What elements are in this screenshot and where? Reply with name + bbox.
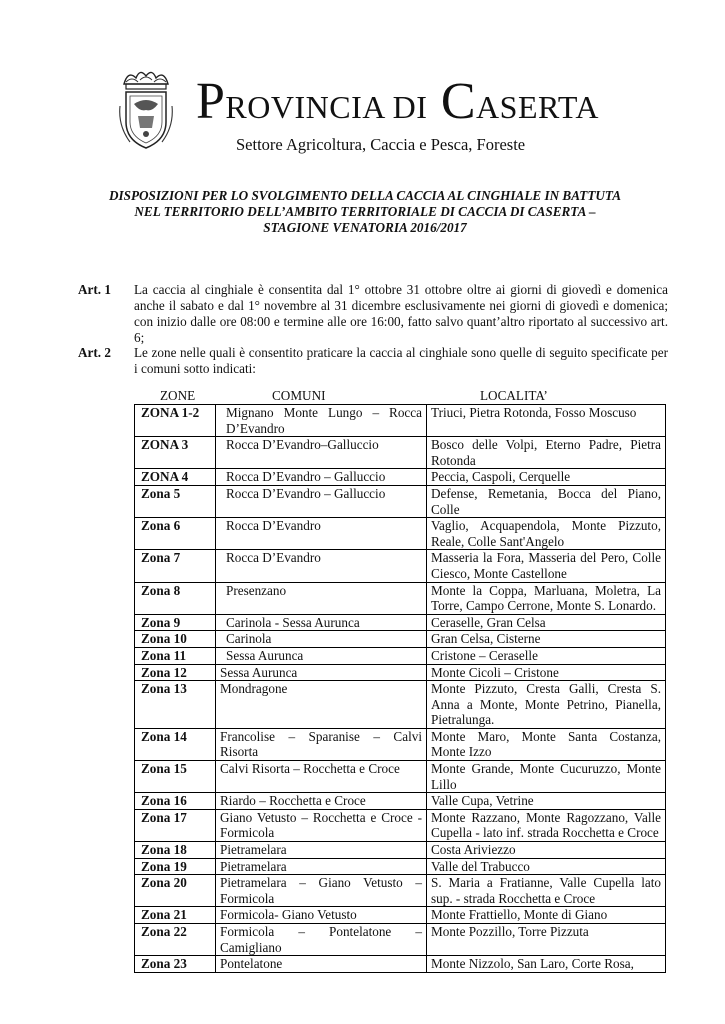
zone-cell: Zona 11 <box>135 647 216 664</box>
comuni-cell: Mignano Monte Lungo – Rocca D’Evandro <box>216 405 427 437</box>
comuni-cell: Sessa Aurunca <box>216 664 427 681</box>
localita-cell: Triuci, Pietra Rotonda, Fosso Moscuso <box>427 405 666 437</box>
letterhead <box>112 64 672 164</box>
comuni-cell: Calvi Risorta – Rocchetta e Croce <box>216 761 427 793</box>
table-row <box>135 956 666 973</box>
comuni-cell: Pietramelara <box>216 858 427 875</box>
table-row <box>135 907 666 924</box>
table-row <box>135 924 666 956</box>
table-row <box>135 582 666 614</box>
zone-cell: Zona 19 <box>135 858 216 875</box>
organization-name: PROVINCIA DI CASERTA <box>196 73 600 130</box>
localita-cell: Bosco delle Volpi, Eterno Padre, Pietra Rotonda <box>427 437 666 469</box>
localita-cell: Monte Cicoli – Cristone <box>427 664 666 681</box>
table-row <box>135 761 666 793</box>
comuni-cell: Rocca D’Evandro – Galluccio <box>216 469 427 486</box>
localita-cell: Monte Nizzolo, San Laro, Corte Rosa, <box>427 956 666 973</box>
table-row <box>135 728 666 760</box>
table-row <box>135 858 666 875</box>
comuni-cell: Riardo – Rocchetta e Croce <box>216 793 427 810</box>
table-row <box>135 875 666 907</box>
localita-cell: Monte Razzano, Monte Ragozzano, Valle Cupella - lato inf. strada Rocchetta e Croce <box>427 809 666 841</box>
column-header-localita: LOCALITA’ <box>480 388 548 403</box>
zone-cell: Zona 13 <box>135 681 216 729</box>
localita-cell: Monte Pizzuto, Cresta Galli, Cresta S. Anna a Monte, Monte Petrino, Pianella, Pietralunga. <box>427 681 666 729</box>
comuni-cell: Pietramelara <box>216 842 427 859</box>
zone-cell: Zona 9 <box>135 614 216 631</box>
table-row <box>135 485 666 517</box>
localita-cell: Monte Pozzillo, Torre Pizzuta <box>427 924 666 956</box>
localita-cell: Monte Grande, Monte Cucuruzzo, Monte Lillo <box>427 761 666 793</box>
table-row <box>135 809 666 841</box>
table-row <box>135 842 666 859</box>
localita-cell: Peccia, Caspoli, Cerquelle <box>427 469 666 486</box>
zone-cell: ZONA 3 <box>135 437 216 469</box>
comuni-cell: Pietramelara – Giano Vetusto – Formicola <box>216 875 427 907</box>
comuni-cell: Giano Vetusto – Rocchetta e Croce - Formicola <box>216 809 427 841</box>
comuni-cell: Rocca D’Evandro–Galluccio <box>216 437 427 469</box>
localita-cell: Masseria la Fora, Masseria del Pero, Colle Ciesco, Monte Castellone <box>427 550 666 582</box>
localita-cell: Valle del Trabucco <box>427 858 666 875</box>
comuni-cell: Sessa Aurunca <box>216 647 427 664</box>
localita-cell: Ceraselle, Gran Celsa <box>427 614 666 631</box>
localita-cell: Gran Celsa, Cisterne <box>427 631 666 648</box>
table-row <box>135 614 666 631</box>
column-header-zone: ZONE <box>160 388 196 403</box>
article-text: La caccia al cinghiale è consentita dal 1° ottobre 31 ottobre oltre ai giorni di giovedì e domenica anche il sabato e dal 1° novembre al 31 dicembre esclusivamente nei giorni di giovedì e domenica; con inizio dalle ore 08:00 e termine alle ore 16:00, fatto salvo quant’altro riportato al successivo art. 6; <box>134 282 668 345</box>
zone-cell: Zona 14 <box>135 728 216 760</box>
article-text: Le zone nelle quali è consentito praticare la caccia al cinghiale sono quelle di seguito specificate per i comuni sotto indicati: <box>134 345 668 376</box>
table-row <box>135 631 666 648</box>
localita-cell: Valle Cupa, Vetrine <box>427 793 666 810</box>
zone-cell: Zona 18 <box>135 842 216 859</box>
comuni-cell: Pontelatone <box>216 956 427 973</box>
table-row <box>135 647 666 664</box>
zone-cell: ZONA 4 <box>135 469 216 486</box>
comuni-cell: Rocca D’Evandro <box>216 518 427 550</box>
localita-cell: Monte Maro, Monte Santa Costanza, Monte Izzo <box>427 728 666 760</box>
provincial-coat-of-arms <box>116 66 176 152</box>
localita-cell: Vaglio, Acquapendola, Monte Pizzuto, Reale, Colle Sant'Angelo <box>427 518 666 550</box>
table-row <box>135 681 666 729</box>
table-row <box>135 437 666 469</box>
zone-cell: Zona 5 <box>135 485 216 517</box>
article-number: Art. 1 <box>78 282 111 297</box>
zone-cell: Zona 20 <box>135 875 216 907</box>
zone-cell: Zona 22 <box>135 924 216 956</box>
comuni-cell: Formicola- Giano Vetusto <box>216 907 427 924</box>
localita-cell: Defense, Remetania, Bocca del Piano, Colle <box>427 485 666 517</box>
localita-cell: Monte Frattiello, Monte di Giano <box>427 907 666 924</box>
comuni-cell: Francolise – Sparanise – Calvi Risorta <box>216 728 427 760</box>
document-title: DISPOSIZIONI PER LO SVOLGIMENTO DELLA CACCIA AL CINGHIALE IN BATTUTA NEL TERRITORIO DELL’AMBITO TERRITORIALE DI CACCIA DI CASERTA – STAGIONE VENATORIA 2016/2017 <box>108 188 622 235</box>
zone-cell: Zona 12 <box>135 664 216 681</box>
zones-table <box>134 404 666 973</box>
zone-cell: Zona 23 <box>135 956 216 973</box>
comuni-cell: Presenzano <box>216 582 427 614</box>
table-row <box>135 664 666 681</box>
zone-cell: Zona 16 <box>135 793 216 810</box>
department-name: Settore Agricoltura, Caccia e Pesca, Foreste <box>236 135 526 154</box>
zone-cell: Zona 21 <box>135 907 216 924</box>
zone-cell: Zona 15 <box>135 761 216 793</box>
table-row <box>135 405 666 437</box>
table-row <box>135 518 666 550</box>
column-header-comuni: COMUNI <box>272 388 326 403</box>
zone-cell: Zona 10 <box>135 631 216 648</box>
zone-cell: Zona 6 <box>135 518 216 550</box>
table-row <box>135 793 666 810</box>
table-row <box>135 469 666 486</box>
comuni-cell: Rocca D’Evandro – Galluccio <box>216 485 427 517</box>
comuni-cell: Formicola – Pontelatone – Camigliano <box>216 924 427 956</box>
zone-cell: Zona 8 <box>135 582 216 614</box>
zone-cell: Zona 7 <box>135 550 216 582</box>
localita-cell: Cristone – Ceraselle <box>427 647 666 664</box>
article-number: Art. 2 <box>78 345 111 360</box>
zone-cell: ZONA 1-2 <box>135 405 216 437</box>
comuni-cell: Carinola <box>216 631 427 648</box>
localita-cell: S. Maria a Fratianne, Valle Cupella lato sup. - strada Rocchetta e Croce <box>427 875 666 907</box>
comuni-cell: Mondragone <box>216 681 427 729</box>
comuni-cell: Rocca D’Evandro <box>216 550 427 582</box>
zone-cell: Zona 17 <box>135 809 216 841</box>
localita-cell: Monte la Coppa, Marluana, Moletra, La Torre, Campo Cerrone, Monte S. Lonardo. <box>427 582 666 614</box>
comuni-cell: Carinola - Sessa Aurunca <box>216 614 427 631</box>
localita-cell: Costa Ariviezzo <box>427 842 666 859</box>
table-row <box>135 550 666 582</box>
